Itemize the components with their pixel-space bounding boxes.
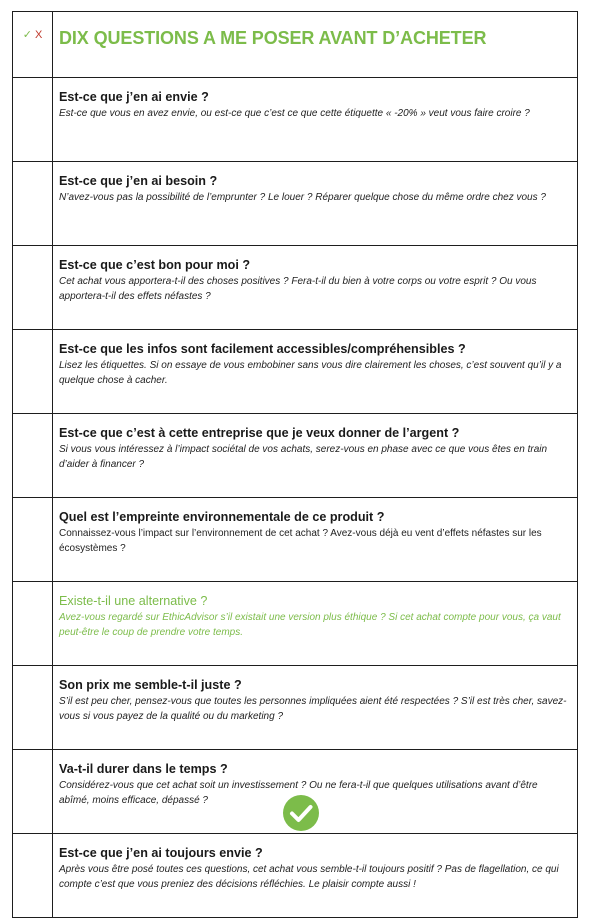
green-circle-check-icon [283,795,319,831]
question-title: Est-ce que les infos sont facilement accessibles/compréhensibles ? [59,342,466,356]
question-title: Existe-t-il une alternative ? [59,594,208,608]
header-title-cell [53,12,578,78]
question-title: Est-ce que j’en ai besoin ? [59,174,218,188]
question-cell [53,834,578,918]
checkbox-cell[interactable] [13,750,53,834]
question-row [13,666,578,750]
question-row [13,498,578,582]
header-mark-cell [13,12,53,78]
checkbox-cell[interactable] [13,246,53,330]
question-description: Si vous vous intéressez à l’impact sociétal de vos achats, serez-vous en phase avec ce que vous êtes en train d’aider à financer ? [59,444,548,470]
question-description: Considérez-vous que cet achat soit un investissement ? Ou ne fera-t-il que quelques utilisations avant d’être abîmé, moins efficace, dépassé ? [59,780,538,806]
question-row [13,78,578,162]
checkbox-cell[interactable] [13,330,53,414]
page-title: DIX QUESTIONS A ME POSER AVANT D’ACHETER [59,28,487,48]
question-cell [53,666,578,750]
question-description: S’il est peu cher, pensez-vous que toutes les personnes impliquées aient été respectées ? S’il est très cher, savez-vous si vous payez de la qualité ou du marketing ? [59,696,567,722]
question-title: Est-ce que c’est à cette entreprise que je veux donner de l’argent ? [59,426,460,440]
question-cell [53,582,578,666]
checkbox-cell[interactable] [13,78,53,162]
question-title: Est-ce que c’est bon pour moi ? [59,258,251,272]
checkbox-cell[interactable] [13,414,53,498]
question-title: Est-ce que j’en ai envie ? [59,90,209,104]
question-cell [53,246,578,330]
question-row [13,414,578,498]
question-cell [53,330,578,414]
question-cell [53,162,578,246]
question-title: Va-t-il durer dans le temps ? [59,762,228,776]
check-icon: ✓ [22,29,32,41]
question-description: Après vous être posé toutes ces questions, cet achat vous semble-t-il toujours positif ? Pas de flagellation, ce qui compte c’est que vous preniez des décisions réfléchies. Le plaisir compte aussi ! [59,864,559,890]
header-row [13,12,578,78]
question-title: Est-ce que j’en ai toujours envie ? [59,846,263,860]
question-description: Avez-vous regardé sur EthicAdvisor s’il existait une version plus éthique ? Si cet achat compte pour vous, ça vaut peut-être le coup de prendre votre temps. [59,612,561,638]
question-row [13,834,578,918]
checkbox-cell[interactable] [13,666,53,750]
question-row [13,330,578,414]
question-title: Son prix me semble-t-il juste ? [59,678,242,692]
question-cell [53,498,578,582]
question-title: Quel est l’empreinte environnementale de ce produit ? [59,510,385,524]
question-description: Connaissez-vous l’impact sur l’environnement de cet achat ? Avez-vous déjà eu vent d’effets néfastes sur les écosystèmes ? [59,528,542,554]
checkbox-cell[interactable] [13,498,53,582]
question-description: N’avez-vous pas la possibilité de l’emprunter ? Le louer ? Réparer quelque chose du même ordre chez vous ? [59,192,546,203]
checkbox-cell[interactable] [13,834,53,918]
question-row [13,246,578,330]
check-icon [283,795,319,831]
questions-table [12,11,578,918]
question-description: Lisez les étiquettes. Si on essaye de vous embobiner sans vous dire clairement les choses, c’est souvent qu’il y a quelque chose à cacher. [59,360,562,386]
question-description: Cet achat vous apportera-t-il des choses positives ? Fera-t-il du bien à votre corps ou votre esprit ? Ou vous apportera-t-il des effets néfastes ? [59,276,537,302]
x-icon: X [34,29,43,41]
question-row-highlighted [13,582,578,666]
checkbox-cell[interactable] [13,162,53,246]
question-cell [53,78,578,162]
checkbox-cell[interactable] [13,582,53,666]
question-cell [53,414,578,498]
question-row [13,162,578,246]
question-description: Est-ce que vous en avez envie, ou est-ce que c’est ce que cette étiquette « -20% » veut vous faire croire ? [59,108,530,119]
